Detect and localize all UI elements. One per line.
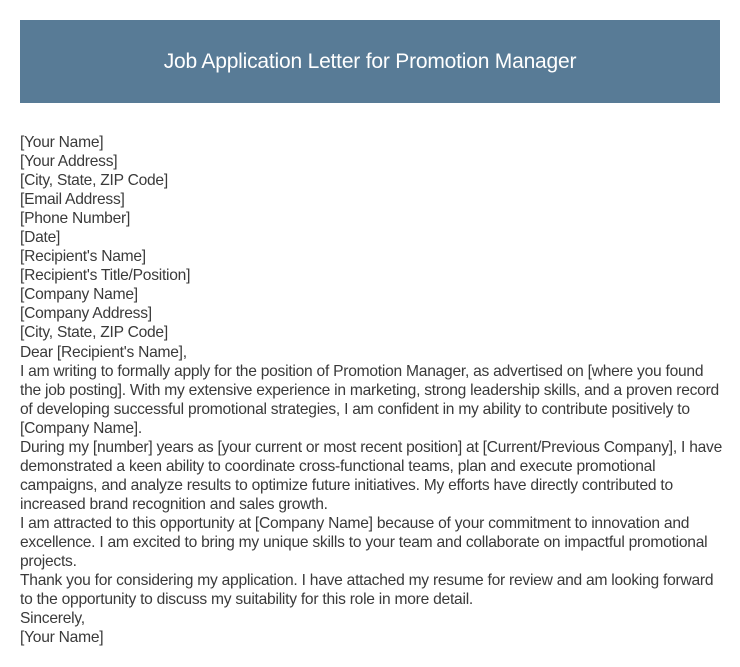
sender-email: [Email Address]	[20, 191, 125, 209]
paragraph-motivation: I am attracted to this opportunity at [Company Name] because of your commitment to innovation and excellence. I am excited to bring my unique skills to your team and collaborate on impactful promotional projects.	[20, 514, 708, 571]
recipient-city-state-zip: [City, State, ZIP Code]	[20, 324, 168, 342]
sender-city-state-zip: [City, State, ZIP Code]	[20, 172, 168, 190]
paragraph-experience: During my [number] years as [your current or most recent position] at [Current/Previous Company], I have demonstrated a keen ability to coordinate cross-functional teams, plan and execute promotional campaigns, and analyze results to optimize future initiatives. My efforts have directly contributed to increased brand recognition and sales growth.	[20, 438, 723, 513]
closing: Sincerely,	[20, 610, 85, 628]
sender-phone: [Phone Number]	[20, 210, 131, 228]
paragraph-closing: Thank you for considering my application. I have attached my resume for review and am looking forward to the opportunity to discuss my suitability for this role in more detail.	[20, 572, 714, 609]
letter-date: [Date]	[20, 229, 61, 247]
page-title: Job Application Letter for Promotion Manager	[163, 49, 577, 73]
signature: [Your Name]	[20, 629, 104, 647]
salutation: Dear [Recipient's Name],	[20, 343, 187, 361]
recipient-company: [Company Name]	[20, 286, 138, 304]
sender-name: [Your Name]	[20, 134, 104, 151]
sender-address: [Your Address]	[20, 153, 118, 171]
recipient-company-address: [Company Address]	[20, 305, 152, 323]
letter-body	[20, 133, 722, 647]
paragraph-intro: I am writing to formally apply for the position of Promotion Manager, as advertised on [where you found the job posting]. With my extensive experience in marketing, strong leadership skills, and a proven record of developing successful promotional strategies, I am confident in my ability to contribute positively to [Company Name].	[20, 362, 719, 437]
recipient-title: [Recipient's Title/Position]	[20, 267, 191, 285]
page-header	[20, 20, 720, 103]
recipient-name: [Recipient's Name]	[20, 248, 146, 266]
